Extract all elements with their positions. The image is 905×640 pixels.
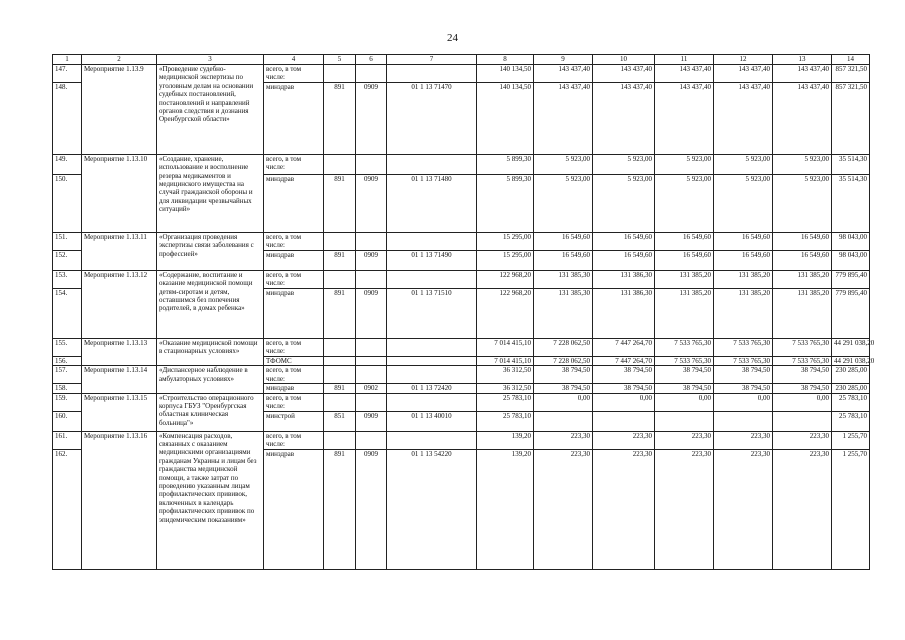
year-amount: 5 899,30 — [477, 154, 534, 174]
year-amount — [593, 411, 655, 431]
year-amount: 143 437,40 — [655, 65, 714, 83]
year-amount: 5 923,00 — [534, 174, 593, 232]
year-amount: 131 385,30 — [534, 288, 593, 338]
year-amount: 131 385,30 — [534, 270, 593, 288]
executor: минздрав — [264, 174, 324, 232]
grbs-code: 891 — [324, 174, 356, 232]
year-amount: 131 385,20 — [714, 270, 773, 288]
row-number: 159. — [53, 393, 82, 411]
executor: минздрав — [264, 449, 324, 569]
csr-code — [387, 65, 477, 83]
year-amount: 131 385,20 — [773, 288, 832, 338]
year-amount: 5 923,00 — [714, 174, 773, 232]
column-number: 11 — [655, 55, 714, 65]
grbs-code: 891 — [324, 82, 356, 154]
year-amount: 16 549,60 — [714, 250, 773, 270]
rzpr-code: 0909 — [356, 250, 387, 270]
total-amount: 779 895,40 — [832, 270, 870, 288]
year-amount: 7 533 765,30 — [773, 338, 832, 356]
total-amount: 35 514,30 — [832, 174, 870, 232]
table-row — [53, 366, 870, 384]
year-amount: 143 437,40 — [714, 65, 773, 83]
year-amount: 143 437,40 — [593, 65, 655, 83]
row-number: 152. — [53, 250, 82, 270]
year-amount: 7 228 062,50 — [534, 338, 593, 356]
year-amount: 139,20 — [477, 431, 534, 449]
year-amount: 38 794,50 — [593, 366, 655, 384]
total-amount: 35 514,30 — [832, 154, 870, 174]
row-number: 149. — [53, 154, 82, 174]
rzpr-code: 0902 — [356, 384, 387, 393]
year-amount: 16 549,60 — [593, 250, 655, 270]
row-number: 158. — [53, 384, 82, 393]
csr-code — [387, 431, 477, 449]
year-amount: 7 014 415,10 — [477, 338, 534, 356]
year-amount: 143 437,40 — [534, 65, 593, 83]
total-amount: 857 321,50 — [832, 82, 870, 154]
year-amount: 0,00 — [655, 393, 714, 411]
executor: всего, в том числе: — [264, 65, 324, 83]
table-row — [53, 232, 870, 250]
year-amount: 5 923,00 — [714, 154, 773, 174]
measure-description: «Оказание медицинской помощи в стационарных условиях» — [157, 338, 264, 365]
year-amount: 122 968,20 — [477, 288, 534, 338]
year-amount: 38 794,50 — [593, 384, 655, 393]
year-amount: 143 437,40 — [773, 65, 832, 83]
year-amount: 5 923,00 — [593, 154, 655, 174]
rzpr-code — [356, 431, 387, 449]
total-amount: 230 285,00 — [832, 384, 870, 393]
column-number: 7 — [387, 55, 477, 65]
year-amount: 131 385,20 — [655, 270, 714, 288]
column-number: 13 — [773, 55, 832, 65]
column-number-row — [53, 55, 870, 65]
year-amount: 0,00 — [593, 393, 655, 411]
rzpr-code: 0909 — [356, 174, 387, 232]
year-amount: 7 228 062,50 — [534, 356, 593, 365]
year-amount: 7 533 765,30 — [773, 356, 832, 365]
grbs-code — [324, 65, 356, 83]
year-amount: 223,30 — [773, 431, 832, 449]
grbs-code: 891 — [324, 288, 356, 338]
column-number: 2 — [82, 55, 157, 65]
rzpr-code — [356, 356, 387, 365]
row-number: 153. — [53, 270, 82, 288]
grbs-code — [324, 154, 356, 174]
executor: минздрав — [264, 384, 324, 393]
year-amount: 16 549,60 — [534, 232, 593, 250]
measure-name: Мероприятие 1.13.11 — [82, 232, 157, 270]
year-amount: 223,30 — [773, 449, 832, 569]
grbs-code — [324, 431, 356, 449]
executor: всего, в том числе: — [264, 270, 324, 288]
measure-description: «Содержание, воспитание и оказание медицинской помощи детям-сиротам и детям, оставшимся без попечения родителей, в домах ребенка» — [157, 270, 264, 338]
csr-code — [387, 356, 477, 365]
executor: минздрав — [264, 82, 324, 154]
total-amount: 779 895,40 — [832, 288, 870, 338]
total-amount: 1 255,70 — [832, 449, 870, 569]
row-number: 147. — [53, 65, 82, 83]
rzpr-code: 0909 — [356, 82, 387, 154]
csr-code: 01 1 13 71470 — [387, 82, 477, 154]
csr-code: 01 1 13 40010 — [387, 411, 477, 431]
year-amount: 143 437,40 — [655, 82, 714, 154]
year-amount: 38 794,50 — [655, 366, 714, 384]
column-number: 1 — [53, 55, 82, 65]
total-amount: 1 255,70 — [832, 431, 870, 449]
row-number: 151. — [53, 232, 82, 250]
rzpr-code: 0909 — [356, 411, 387, 431]
column-number: 3 — [157, 55, 264, 65]
year-amount: 140 134,50 — [477, 65, 534, 83]
year-amount: 25 783,10 — [477, 411, 534, 431]
csr-code: 01 1 13 71490 — [387, 250, 477, 270]
rzpr-code: 0909 — [356, 288, 387, 338]
year-amount: 16 549,60 — [655, 232, 714, 250]
total-amount: 25 783,10 — [832, 411, 870, 431]
year-amount — [773, 411, 832, 431]
executor: ТФОМС — [264, 356, 324, 365]
year-amount: 5 923,00 — [655, 174, 714, 232]
total-amount: 44 291 038,20 — [832, 356, 870, 365]
total-amount: 98 043,00 — [832, 250, 870, 270]
grbs-code — [324, 356, 356, 365]
year-amount: 143 437,40 — [773, 82, 832, 154]
table-row — [53, 270, 870, 288]
year-amount: 143 437,40 — [714, 82, 773, 154]
measure-name: Мероприятие 1.13.10 — [82, 154, 157, 232]
measure-description: «Организация проведения экспертизы связи заболевания с профессией» — [157, 232, 264, 270]
grbs-code: 891 — [324, 384, 356, 393]
year-amount: 131 385,20 — [655, 288, 714, 338]
rzpr-code — [356, 393, 387, 411]
csr-code — [387, 366, 477, 384]
row-number: 150. — [53, 174, 82, 232]
csr-code — [387, 338, 477, 356]
year-amount: 38 794,50 — [534, 366, 593, 384]
year-amount: 223,30 — [655, 431, 714, 449]
column-number: 10 — [593, 55, 655, 65]
year-amount: 15 295,00 — [477, 232, 534, 250]
year-amount: 143 437,40 — [534, 82, 593, 154]
year-amount: 223,30 — [593, 431, 655, 449]
column-number: 5 — [324, 55, 356, 65]
column-number: 4 — [264, 55, 324, 65]
measure-description: «Проведение судебно-медицинской экспертизы по уголовным делам на основании судебных постановлений, постановлений и направлений органов следствия и дознания Оренбургской области» — [157, 65, 264, 155]
year-amount: 38 794,50 — [714, 366, 773, 384]
year-amount: 16 549,60 — [655, 250, 714, 270]
table-row — [53, 338, 870, 356]
year-amount: 0,00 — [534, 393, 593, 411]
row-number: 157. — [53, 366, 82, 384]
measure-name: Мероприятие 1.13.12 — [82, 270, 157, 338]
measure-name: Мероприятие 1.13.16 — [82, 431, 157, 569]
grbs-code — [324, 338, 356, 356]
total-amount: 98 043,00 — [832, 232, 870, 250]
year-amount: 7 447 264,70 — [593, 338, 655, 356]
column-number: 6 — [356, 55, 387, 65]
column-number: 8 — [477, 55, 534, 65]
year-amount: 36 312,50 — [477, 366, 534, 384]
year-amount: 140 134,50 — [477, 82, 534, 154]
row-number: 156. — [53, 356, 82, 365]
year-amount: 7 014 415,10 — [477, 356, 534, 365]
total-amount: 230 285,00 — [832, 366, 870, 384]
year-amount: 139,20 — [477, 449, 534, 569]
column-number: 12 — [714, 55, 773, 65]
total-amount: 857 321,50 — [832, 65, 870, 83]
year-amount: 16 549,60 — [593, 232, 655, 250]
year-amount: 5 923,00 — [773, 174, 832, 232]
year-amount: 7 533 765,30 — [714, 338, 773, 356]
grbs-code: 891 — [324, 250, 356, 270]
row-number: 160. — [53, 411, 82, 431]
year-amount: 131 385,20 — [773, 270, 832, 288]
csr-code — [387, 270, 477, 288]
total-amount: 25 783,10 — [832, 393, 870, 411]
year-amount: 5 923,00 — [534, 154, 593, 174]
year-amount: 143 437,40 — [593, 82, 655, 154]
year-amount: 38 794,50 — [773, 366, 832, 384]
year-amount: 38 794,50 — [655, 384, 714, 393]
csr-code: 01 1 13 54220 — [387, 449, 477, 569]
year-amount: 223,30 — [714, 431, 773, 449]
column-number: 9 — [534, 55, 593, 65]
year-amount: 7 447 264,70 — [593, 356, 655, 365]
grbs-code — [324, 232, 356, 250]
year-amount: 223,30 — [655, 449, 714, 569]
year-amount: 223,30 — [714, 449, 773, 569]
csr-code — [387, 393, 477, 411]
year-amount: 16 549,60 — [714, 232, 773, 250]
measure-name: Мероприятие 1.13.14 — [82, 366, 157, 393]
executor: всего, в том числе: — [264, 366, 324, 384]
table-row — [53, 154, 870, 174]
page-number: 24 — [447, 32, 458, 44]
row-number: 161. — [53, 431, 82, 449]
year-amount: 7 533 765,30 — [655, 356, 714, 365]
executor: всего, в том числе: — [264, 338, 324, 356]
row-number: 148. — [53, 82, 82, 154]
rzpr-code — [356, 366, 387, 384]
measure-name: Мероприятие 1.13.15 — [82, 393, 157, 431]
year-amount: 16 549,60 — [773, 250, 832, 270]
year-amount: 5 899,30 — [477, 174, 534, 232]
year-amount: 131 386,30 — [593, 270, 655, 288]
row-number: 162. — [53, 449, 82, 569]
year-amount: 36 312,50 — [477, 384, 534, 393]
csr-code: 01 1 13 71480 — [387, 174, 477, 232]
year-amount: 38 794,50 — [714, 384, 773, 393]
measure-description: «Диспансерное наблюдение в амбулаторных условиях» — [157, 366, 264, 393]
year-amount: 5 923,00 — [773, 154, 832, 174]
year-amount: 38 794,50 — [773, 384, 832, 393]
table-row — [53, 65, 870, 83]
csr-code: 01 1 13 72420 — [387, 384, 477, 393]
year-amount: 223,30 — [593, 449, 655, 569]
year-amount: 5 923,00 — [593, 174, 655, 232]
executor: всего, в том числе: — [264, 431, 324, 449]
year-amount: 131 385,20 — [714, 288, 773, 338]
year-amount: 7 533 765,30 — [714, 356, 773, 365]
year-amount — [655, 411, 714, 431]
year-amount: 15 295,00 — [477, 250, 534, 270]
year-amount — [714, 411, 773, 431]
year-amount: 25 783,10 — [477, 393, 534, 411]
measure-description: «Строительство операционного корпуса ГБУЗ "Оренбургская областная клиническая больница"» — [157, 393, 264, 431]
grbs-code: 891 — [324, 449, 356, 569]
rzpr-code — [356, 154, 387, 174]
executor: всего, в том числе: — [264, 232, 324, 250]
executor: минстрой — [264, 411, 324, 431]
grbs-code — [324, 270, 356, 288]
table-body — [53, 65, 875, 570]
executor: всего, в том числе: — [264, 154, 324, 174]
rzpr-code — [356, 270, 387, 288]
rzpr-code — [356, 232, 387, 250]
year-amount: 38 794,50 — [534, 384, 593, 393]
grbs-code — [324, 393, 356, 411]
year-amount: 223,30 — [534, 431, 593, 449]
year-amount: 16 549,60 — [534, 250, 593, 270]
year-amount: 7 533 765,30 — [655, 338, 714, 356]
row-number: 155. — [53, 338, 82, 356]
table-row — [53, 393, 870, 411]
year-amount: 122 968,20 — [477, 270, 534, 288]
rzpr-code: 0909 — [356, 449, 387, 569]
budget-table — [52, 54, 875, 570]
executor: минздрав — [264, 288, 324, 338]
measure-description: «Компенсация расходов, связанных с оказанием медицинскими организациями гражданам Украины и лицам без гражданства медицинской помощи, а также затрат по проведению указанным лицам профилактических прививок, включенных в календарь профилактических прививок по эпидемическим показаниям» — [157, 431, 264, 569]
table-row — [53, 431, 870, 449]
measure-name: Мероприятие 1.13.13 — [82, 338, 157, 365]
year-amount: 5 923,00 — [655, 154, 714, 174]
year-amount: 131 386,30 — [593, 288, 655, 338]
executor: минздрав — [264, 250, 324, 270]
grbs-code — [324, 366, 356, 384]
year-amount: 223,30 — [534, 449, 593, 569]
total-amount: 44 291 038,20 — [832, 338, 870, 356]
csr-code: 01 1 13 71510 — [387, 288, 477, 338]
row-number: 154. — [53, 288, 82, 338]
csr-code — [387, 154, 477, 174]
rzpr-code — [356, 65, 387, 83]
rzpr-code — [356, 338, 387, 356]
measure-name: Мероприятие 1.13.9 — [82, 65, 157, 155]
grbs-code: 851 — [324, 411, 356, 431]
year-amount: 16 549,60 — [773, 232, 832, 250]
executor: всего, в том числе: — [264, 393, 324, 411]
column-number: 14 — [832, 55, 870, 65]
csr-code — [387, 232, 477, 250]
year-amount: 0,00 — [773, 393, 832, 411]
year-amount — [534, 411, 593, 431]
measure-description: «Создание, хранение, использование и восполнение резерва медикаментов и медицинского имущества на случай гражданской обороны и для ликвидации чрезвычайных ситуаций» — [157, 154, 264, 232]
year-amount: 0,00 — [714, 393, 773, 411]
